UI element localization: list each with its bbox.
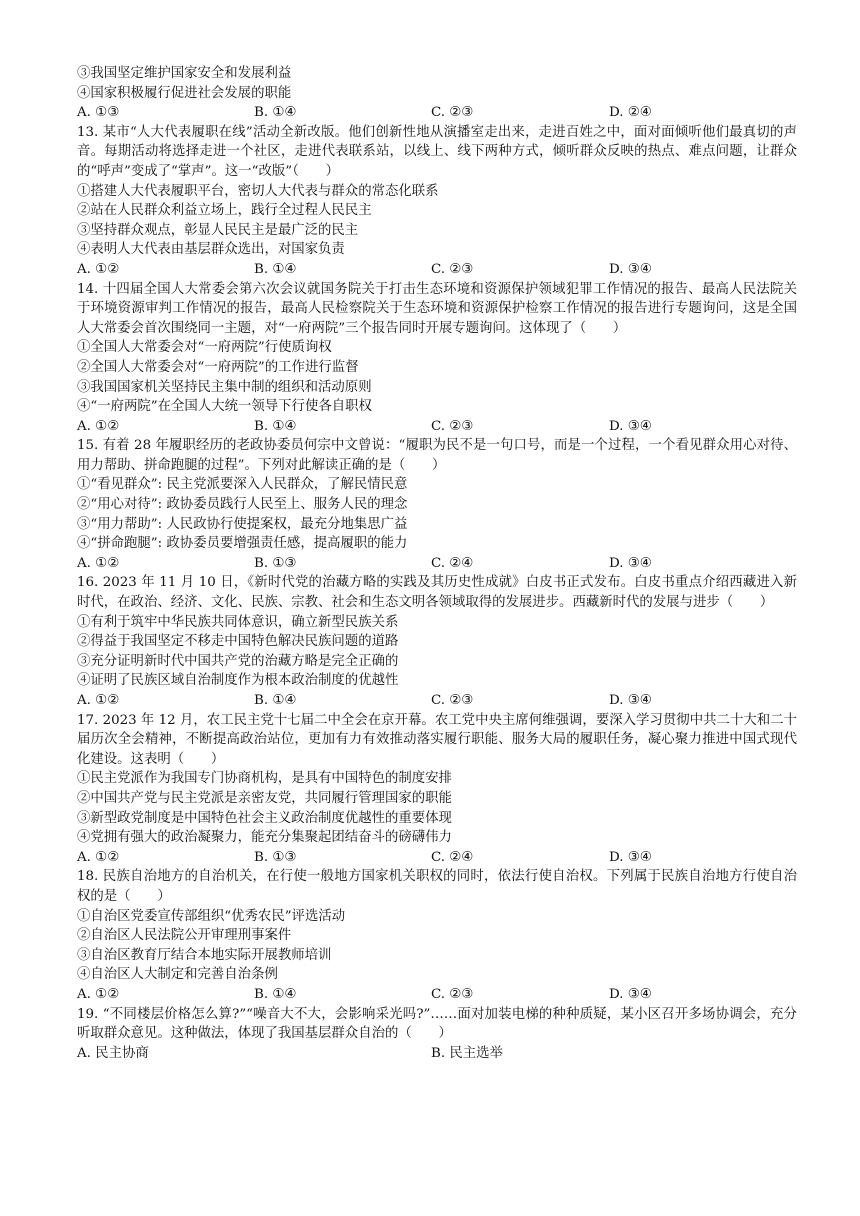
option-b: B. ①④ — [254, 105, 297, 121]
statement-item: ③“用力帮助”: 人民政协行使提案权，最充分地集思广益 — [77, 516, 408, 532]
question-15 — [77, 436, 797, 573]
option-a: A. ①② — [77, 418, 120, 434]
question-stem: 16. 2023 年 11 月 10 日，《新时代党的治藏方略的实践及其历史性成就》白皮书正式发布。白皮书重点介绍西藏进入新时代，在政治、经济、文化、民族、宗教、社会和生态文明各领域取得的发展进步。西藏新时代的发展与进步（ ） — [77, 575, 797, 611]
statement-item: ③自治区教育厅结合本地实际开展教师培训 — [77, 947, 332, 963]
statement-item: ④自治区人大制定和完善自治条例 — [77, 967, 278, 983]
statement-item: ①全国人大常委会对“一府两院”行使质询权 — [77, 340, 332, 356]
option-d: D. ③④ — [609, 555, 652, 571]
question-14 — [77, 280, 797, 437]
option-b: B. 民主选举 — [431, 1045, 503, 1061]
statement-item: ③新型政党制度是中国特色社会主义政治制度优越性的重要体现 — [77, 810, 452, 826]
question-19 — [77, 1005, 797, 1064]
statement-item: ④“一府两院”在全国人大统一领导下行使各自职权 — [77, 399, 372, 415]
statement-item: ①搭建人大代表履职平台，密切人大代表与群众的常态化联系 — [77, 183, 439, 199]
option-b: B. ①④ — [254, 261, 297, 277]
answer-options — [77, 260, 797, 280]
statement-item: ④证明了民族区域自治制度作为根本政治制度的优越性 — [77, 673, 399, 689]
answer-options — [77, 691, 797, 711]
answer-options — [77, 103, 797, 123]
option-a: A. ①② — [77, 986, 120, 1002]
answer-options — [77, 985, 797, 1005]
answer-options — [77, 417, 797, 437]
option-a: A. ①② — [77, 555, 120, 571]
option-a: A. 民主协商 — [77, 1045, 149, 1061]
option-a: A. ①② — [77, 849, 120, 865]
option-b: B. ①③ — [254, 849, 297, 865]
statement-item: ③坚持群众观点，彰显人民民主是最广泛的民主 — [77, 222, 359, 238]
question-16 — [77, 573, 797, 710]
option-a: A. ①③ — [77, 105, 120, 121]
question-stem: 13. 某市“人大代表履职在线”活动全新改版。他们创新性地从演播室走出来，走进百姓之中，面对面倾听他们最真切的声音。每期活动将选择走进一个社区，走进代表联系站，以线上、线下两种方式，倾听群众反映的热点、难点问题，让群众的“呼声”变成了“掌声”。这一“改版”（ ） — [77, 124, 797, 179]
option-b: B. ①④ — [254, 693, 297, 708]
option-d: D. ③④ — [609, 693, 652, 708]
question-stem: 19. “不同楼层价格怎么算?”“噪音大不大，会影响采光吗?”……面对加装电梯的种种质疑，某小区召开多场协调会，充分听取群众意见。这种做法，体现了我国基层群众自治的（ ） — [77, 1006, 797, 1042]
statement-item: ①有利于筑牢中华民族共同体意识，确立新型民族关系 — [77, 614, 399, 630]
option-a: A. ①② — [77, 693, 120, 708]
option-d: D. ②④ — [609, 105, 652, 121]
previous-question-tail — [77, 64, 797, 123]
question-13 — [77, 123, 797, 280]
question-18 — [77, 867, 797, 1004]
question-stem: 14. 十四届全国人大常委会第六次会议就国务院关于打击生态环境和资源保护领域犯罪工作情况的报告、最高人民法院关于环境资源审判工作情况的报告，最高人民检察院关于生态环境和资源保护检察工作情况的报告进行专题询问，这是全国人大常委会首次围绕同一主题，对“一府两院”三个报告同时开展专题询问。这体现了（ ） — [77, 281, 797, 336]
option-d: D. ③④ — [609, 849, 652, 865]
statement-item: ④“拼命跑腿”: 政协委员要增强责任感，提高履职的能力 — [77, 536, 408, 552]
option-c: C. ②③ — [431, 105, 474, 121]
statement-item: ②中国共产党与民主党派是亲密友党，共同履行管理国家的职能 — [77, 790, 452, 806]
option-c: C. ②④ — [431, 555, 474, 571]
statement-item: ②站在人民群众利益立场上，践行全过程人民民主 — [77, 203, 372, 219]
option-b: B. ①④ — [254, 418, 297, 434]
option-d: D. ③④ — [609, 986, 652, 1002]
option-c: C. ②④ — [431, 849, 474, 865]
answer-options — [77, 1044, 797, 1064]
statement-item: ④表明人大代表由基层群众选出，对国家负责 — [77, 242, 345, 258]
option-d: D. ③④ — [609, 418, 652, 434]
statement-item: ②得益于我国坚定不移走中国特色解决民族问题的道路 — [77, 634, 399, 650]
statement-item: ③充分证明新时代中国共产党的治藏方略是完全正确的 — [77, 653, 399, 669]
option-c: C. ②③ — [431, 986, 474, 1002]
answer-options — [77, 848, 797, 868]
statement-item: ④国家积极履行促进社会发展的职能 — [77, 85, 292, 101]
statement-item: ②全国人大常委会对“一府两院”的工作进行监督 — [77, 359, 359, 375]
statement-item: ③我国国家机关坚持民主集中制的组织和活动原则 — [77, 379, 372, 395]
option-c: C. ②③ — [431, 418, 474, 434]
question-17 — [77, 711, 797, 868]
option-b: B. ①④ — [254, 986, 297, 1002]
question-stem: 15. 有着 28 年履职经历的老政协委员何宗中文曾说：“履职为民不是一句口号，而是一个过程，一个看见群众用心对待、用力帮助、拼命跑腿的过程”。下列对此解读正确的是（ ） — [77, 438, 797, 473]
statement-item: ①自治区党委宣传部组织“优秀农民”评选活动 — [77, 908, 346, 924]
option-b: B. ①③ — [254, 555, 297, 571]
statement-item: ③我国坚定维护国家安全和发展利益 — [77, 66, 292, 81]
statement-item: ④党拥有强大的政治凝聚力，能充分集聚起团结奋斗的磅礴伟力 — [77, 830, 452, 846]
statement-item: ①民主党派作为我国专门协商机构，是具有中国特色的制度安排 — [77, 771, 452, 787]
question-stem: 18. 民族自治地方的自治机关，在行使一般地方国家机关职权的同时，依法行使自治权。下列属于民族自治地方行使自治权的是（ ） — [77, 869, 797, 904]
statement-item: ②自治区人民法院公开审理刑事案件 — [77, 928, 292, 944]
exam-page — [77, 64, 797, 1063]
option-a: A. ①② — [77, 261, 120, 277]
statement-item: ①“看见群众”: 民主党派要深入人民群众，了解民情民意 — [77, 477, 408, 493]
option-d: D. ③④ — [609, 261, 652, 277]
question-stem: 17. 2023 年 12 月，农工民主党十七届二中全会在京开幕。农工党中央主席何维强调，要深入学习贯彻中共二十大和二十届历次全会精神，不断提高政治站位，更加有力有效推动落实履行职能、服务大局的履职任务，凝心聚力推进中国式现代化建设。这表明（ ） — [77, 712, 797, 767]
answer-options — [77, 554, 797, 574]
statement-item: ②“用心对待”: 政协委员践行人民至上、服务人民的理念 — [77, 497, 408, 513]
option-c: C. ②③ — [431, 693, 474, 708]
option-c: C. ②③ — [431, 261, 474, 277]
